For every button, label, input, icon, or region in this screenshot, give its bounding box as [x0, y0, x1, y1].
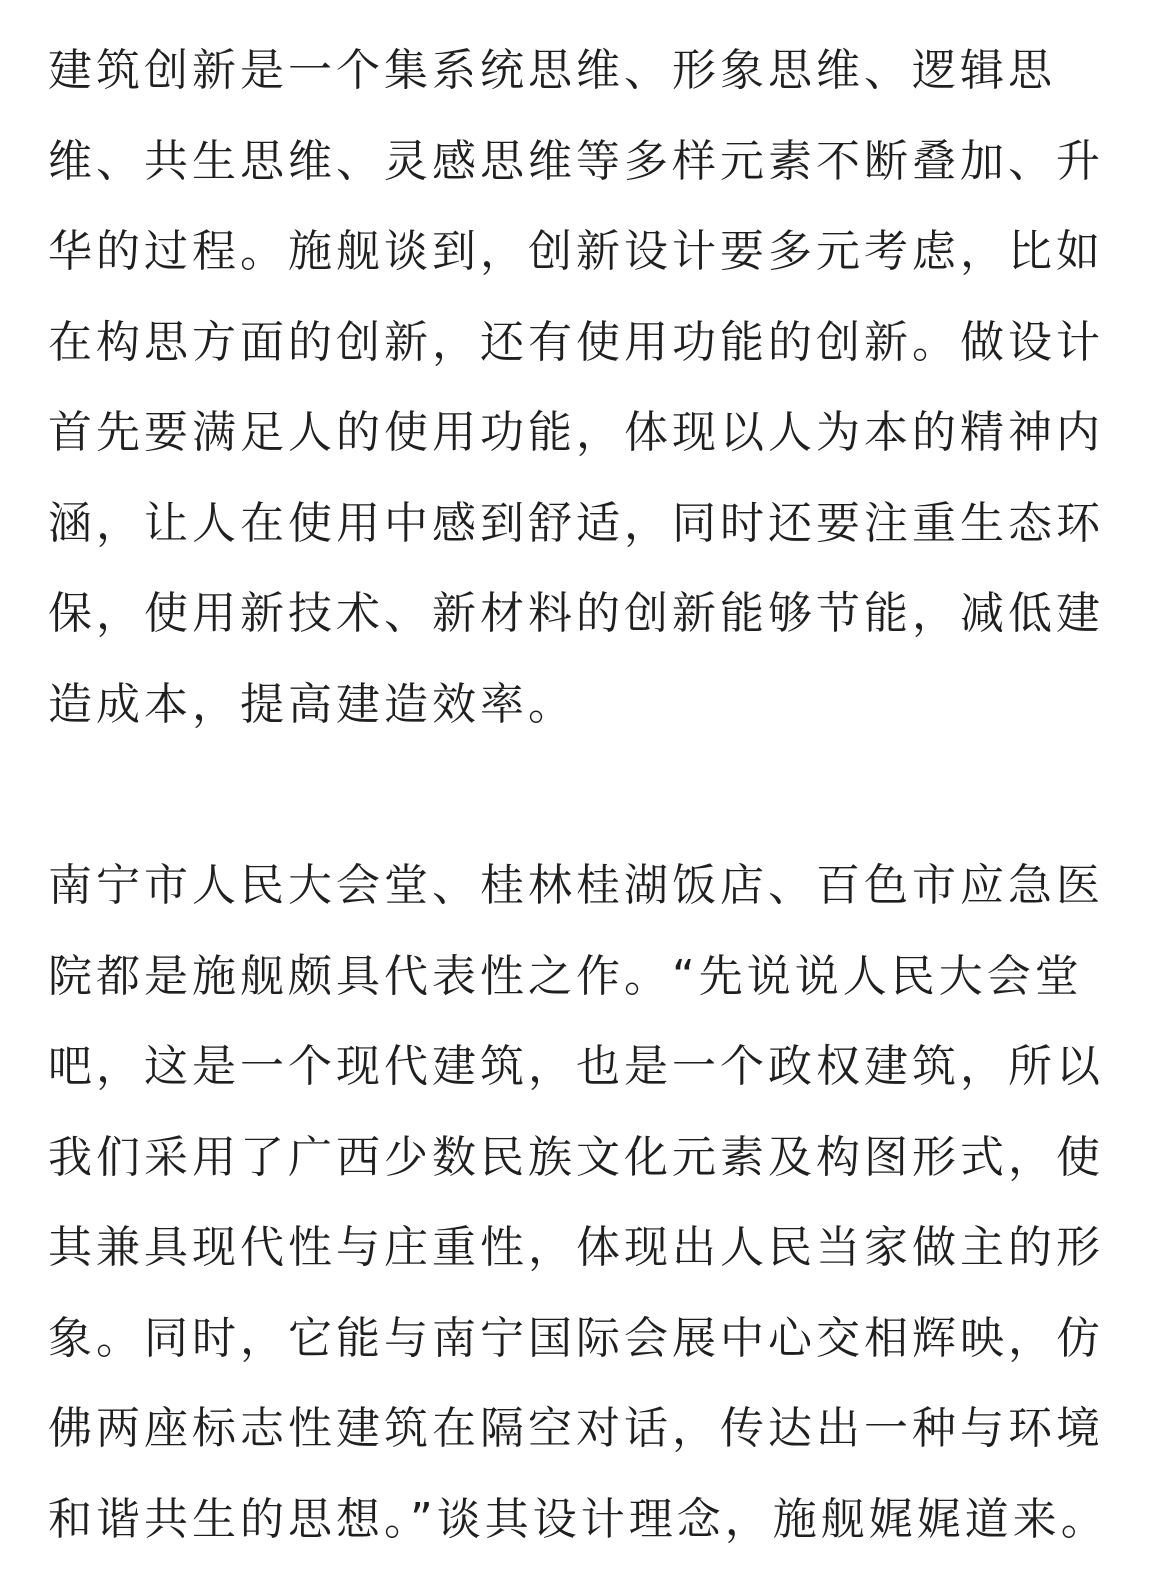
text-line: 造成本，提高建造效率。	[48, 678, 576, 730]
text-line: 在构思方面的创新，还有使用功能的创新。做设计	[48, 316, 1104, 368]
article-body	[48, 26, 1112, 1565]
text-line: 维、共生思维、灵感思维等多样元素不断叠加、升	[48, 135, 1104, 187]
text-line: 其兼具现代性与庄重性，体现出人民当家做主的形	[48, 1222, 1104, 1273]
text-line: 南宁市人民大会堂、桂林桂湖饭店、百色市应急医	[48, 860, 1104, 911]
text-line: 首先要满足人的使用功能，体现以人为本的精神内	[48, 407, 1104, 458]
text-line: 佛两座标志性建筑在隔空对话，传达出一种与环境	[48, 1403, 1104, 1454]
text-line: 和谐共生的思想。”谈其设计理念，施舰娓娓道来。	[48, 1493, 1109, 1545]
paragraph-innovation	[48, 26, 1112, 750]
text-line: 象。同时，它能与南宁国际会展中心交相辉映，仿	[48, 1312, 1104, 1364]
text-line: 院都是施舰颇具代表性之作。“先说说人民大会堂	[48, 950, 1083, 1002]
text-line: 华的过程。施舰谈到，创新设计要多元考虑，比如	[48, 226, 1104, 277]
text-line: 我们采用了广西少数民族文化元素及构图形式，使	[48, 1131, 1104, 1183]
text-line: 建筑创新是一个集系统思维、形象思维、逻辑思	[48, 45, 1056, 96]
paragraph-representative-works	[48, 841, 1112, 1565]
text-line: 保，使用新技术、新材料的创新能够节能，减低建	[48, 588, 1104, 639]
text-line: 涵，让人在使用中感到舒适，同时还要注重生态环	[48, 497, 1104, 549]
text-line: 吧，这是一个现代建筑，也是一个政权建筑，所以	[48, 1041, 1104, 1092]
